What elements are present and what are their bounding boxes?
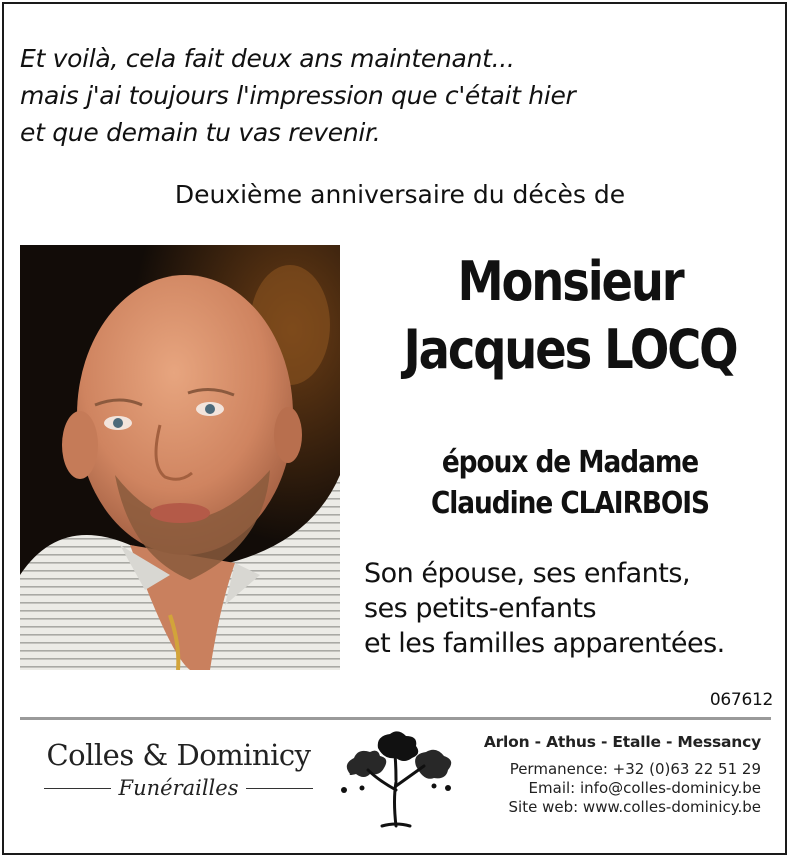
- logo-rule-left: [44, 788, 111, 789]
- funeral-home-contact: [484, 733, 761, 817]
- anniversary-heading: Deuxième anniversaire du décès de: [174, 180, 626, 209]
- family-block: [364, 556, 784, 661]
- family-line: Son épouse, ses enfants,: [364, 558, 691, 589]
- towns-list: Arlon - Athus - Etalle - Messancy: [483, 733, 761, 751]
- family-line: et les familles apparentées.: [364, 628, 725, 659]
- quote-line: mais j'ai toujours l'impression que c'était hier: [20, 81, 576, 110]
- deceased-name: [377, 248, 764, 384]
- reference-number: 067612: [709, 690, 773, 710]
- logo-rule-right: [246, 788, 313, 789]
- quote-line: Et voilà, cela fait deux ans maintenant...: [20, 44, 515, 73]
- funeral-home-name: Colles & Dominicy: [46, 738, 311, 772]
- phone-line: Permanence: +32 (0)63 22 51 29: [509, 760, 761, 778]
- email-line: Email: info@colles-dominicy.be: [528, 779, 761, 797]
- portrait-photo: [20, 245, 340, 670]
- tree-icon: [338, 730, 456, 828]
- quote-line: et que demain tu vas revenir.: [20, 118, 381, 147]
- memorial-quote: [20, 40, 760, 151]
- deceased-full-name: Jacques LOCQ: [403, 318, 737, 381]
- spouse-name: Claudine CLAIRBOIS: [430, 486, 710, 521]
- spouse-line: époux de Madame: [441, 445, 699, 480]
- spouse-block: [372, 442, 768, 524]
- family-line: ses petits-enfants: [364, 593, 597, 624]
- funeral-home-logo: [36, 738, 321, 800]
- funeral-home-tagline: Funérailles: [118, 776, 239, 800]
- website-line: Site web: www.colles-dominicy.be: [508, 798, 761, 816]
- deceased-title: Monsieur: [457, 250, 683, 313]
- divider: [20, 717, 771, 720]
